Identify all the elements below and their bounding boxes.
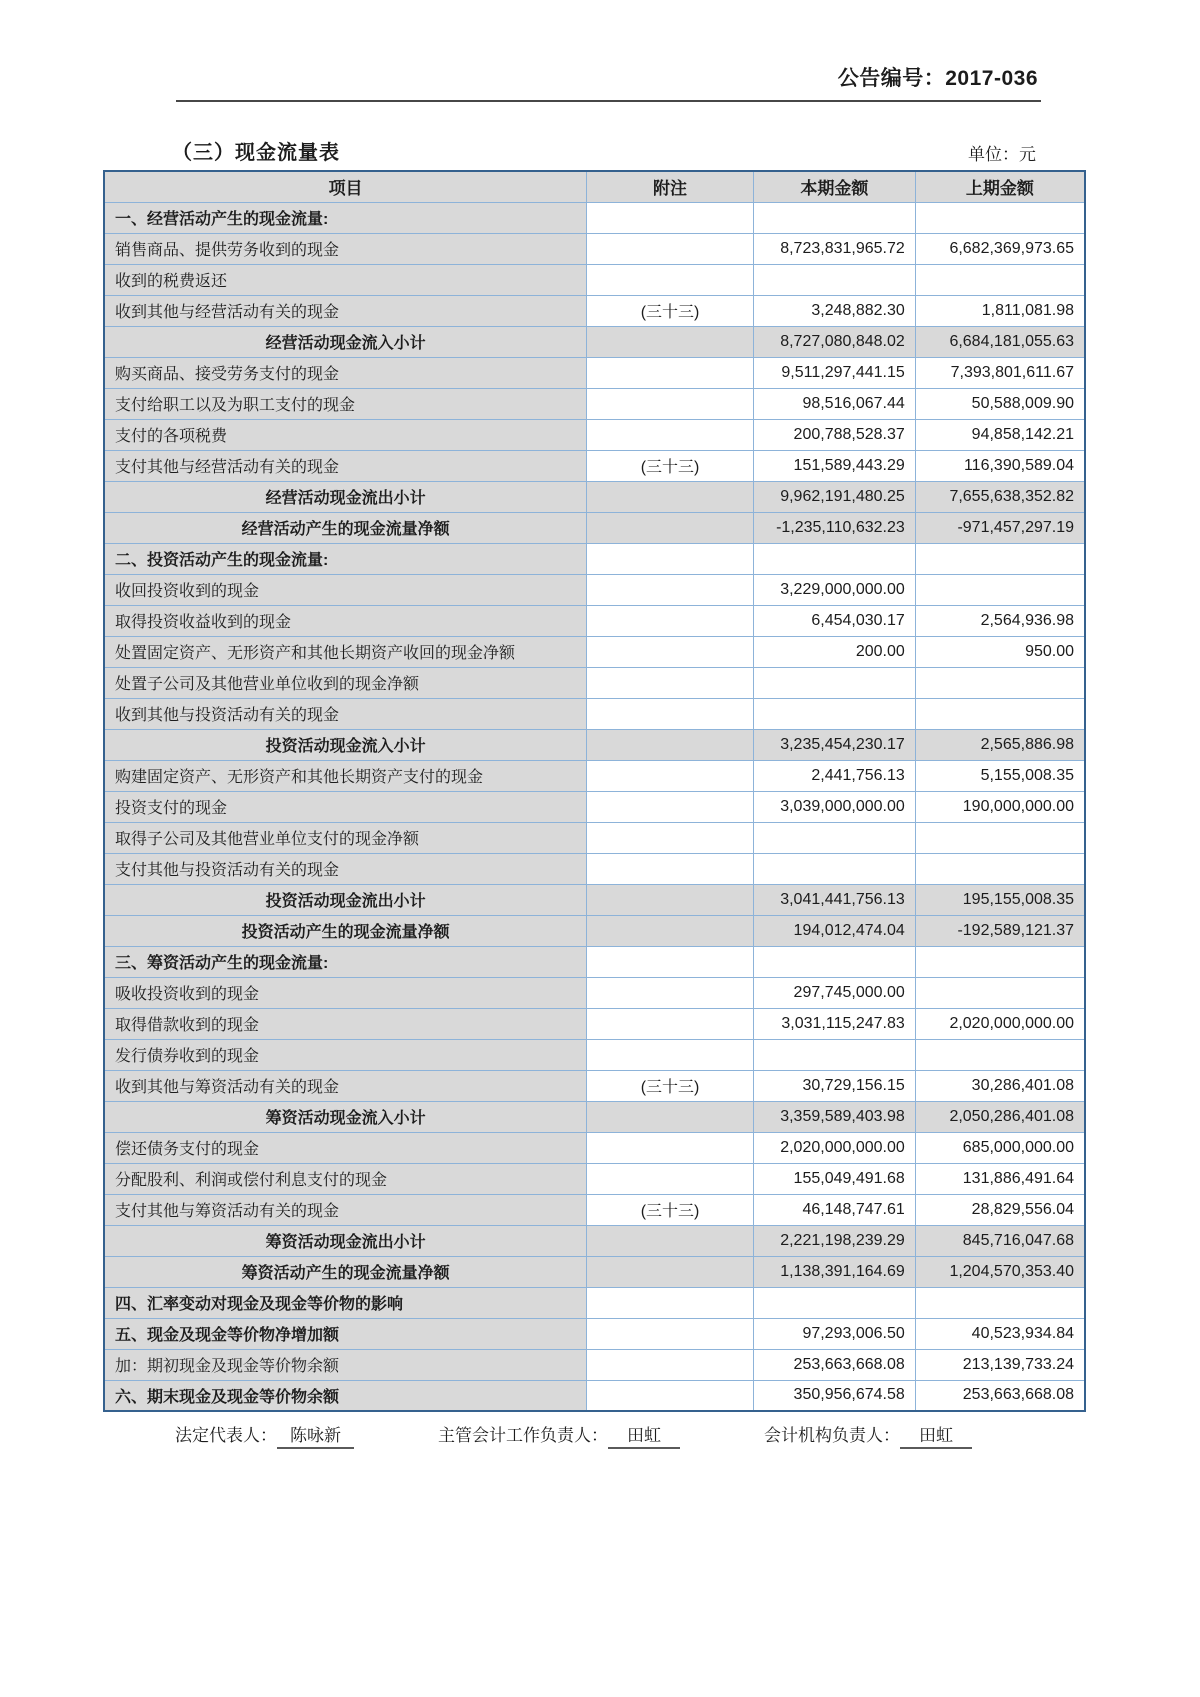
cell-prior: 30,286,401.08 <box>915 1070 1085 1101</box>
cell-label: 一、经营活动产生的现金流量: <box>104 202 587 233</box>
cell-note <box>587 264 754 295</box>
cell-note <box>587 202 754 233</box>
cell-note <box>587 388 754 419</box>
cell-prior: 2,020,000,000.00 <box>915 1008 1085 1039</box>
cell-note <box>587 605 754 636</box>
cell-label: 偿还债务支付的现金 <box>104 1132 587 1163</box>
cell-current: 46,148,747.61 <box>753 1194 915 1225</box>
cell-label: 五、现金及现金等价物净增加额 <box>104 1318 587 1349</box>
cell-prior: 1,811,081.98 <box>915 295 1085 326</box>
table-row <box>104 977 1085 1008</box>
cell-prior: 7,655,638,352.82 <box>915 481 1085 512</box>
column-header-current: 本期金额 <box>753 171 915 202</box>
table-row <box>104 388 1085 419</box>
table-row <box>104 419 1085 450</box>
column-header-prior: 上期金额 <box>915 171 1085 202</box>
cell-current: 3,041,441,756.13 <box>753 884 915 915</box>
cell-label: 收到其他与投资活动有关的现金 <box>104 698 587 729</box>
cell-label: 取得借款收到的现金 <box>104 1008 587 1039</box>
cell-prior <box>915 574 1085 605</box>
cell-prior: -971,457,297.19 <box>915 512 1085 543</box>
cell-prior: 50,588,009.90 <box>915 388 1085 419</box>
cell-label: 取得子公司及其他营业单位支付的现金净额 <box>104 822 587 853</box>
cell-note <box>587 1380 754 1411</box>
cell-prior: 190,000,000.00 <box>915 791 1085 822</box>
cell-label: 购买商品、接受劳务支付的现金 <box>104 357 587 388</box>
cell-label: 二、投资活动产生的现金流量: <box>104 543 587 574</box>
cell-note <box>587 512 754 543</box>
cell-current: 194,012,474.04 <box>753 915 915 946</box>
column-header-note: 附注 <box>587 171 754 202</box>
cell-note <box>587 667 754 698</box>
cell-prior: 845,716,047.68 <box>915 1225 1085 1256</box>
cell-note <box>587 884 754 915</box>
table-row <box>104 915 1085 946</box>
cell-label: 筹资活动现金流入小计 <box>104 1101 587 1132</box>
cell-prior: 6,684,181,055.63 <box>915 326 1085 357</box>
accounting-dept-head-name: 田虹 <box>900 1421 972 1449</box>
table-row <box>104 884 1085 915</box>
cell-note <box>587 481 754 512</box>
cell-current <box>753 946 915 977</box>
cell-prior <box>915 853 1085 884</box>
statement-content <box>103 136 1086 1449</box>
table-row <box>104 1349 1085 1380</box>
cell-label: 三、筹资活动产生的现金流量: <box>104 946 587 977</box>
cell-current: 3,039,000,000.00 <box>753 791 915 822</box>
title-row <box>103 136 1086 165</box>
cell-label: 支付其他与经营活动有关的现金 <box>104 450 587 481</box>
cash-flow-table-body <box>104 202 1085 1411</box>
cell-prior: 1,204,570,353.40 <box>915 1256 1085 1287</box>
cell-prior <box>915 977 1085 1008</box>
cell-current: 297,745,000.00 <box>753 977 915 1008</box>
cell-label: 筹资活动现金流出小计 <box>104 1225 587 1256</box>
cell-prior <box>915 543 1085 574</box>
table-row <box>104 450 1085 481</box>
header-divider <box>176 100 1041 102</box>
table-row <box>104 202 1085 233</box>
cell-label: 经营活动现金流入小计 <box>104 326 587 357</box>
table-row <box>104 1039 1085 1070</box>
cell-note <box>587 357 754 388</box>
table-row <box>104 357 1085 388</box>
cell-label: 收回投资收到的现金 <box>104 574 587 605</box>
cell-current: 151,589,443.29 <box>753 450 915 481</box>
cell-prior: 5,155,008.35 <box>915 760 1085 791</box>
table-row <box>104 760 1085 791</box>
cell-prior: -192,589,121.37 <box>915 915 1085 946</box>
table-row <box>104 667 1085 698</box>
cell-note <box>587 760 754 791</box>
cell-current <box>753 264 915 295</box>
table-row <box>104 295 1085 326</box>
cell-note <box>587 1101 754 1132</box>
cell-current: 3,248,882.30 <box>753 295 915 326</box>
cell-label: 支付给职工以及为职工支付的现金 <box>104 388 587 419</box>
cell-prior: 28,829,556.04 <box>915 1194 1085 1225</box>
page-title: （三）现金流量表 <box>172 142 340 164</box>
cell-prior: 685,000,000.00 <box>915 1132 1085 1163</box>
cell-current: 1,138,391,164.69 <box>753 1256 915 1287</box>
cell-prior: 116,390,589.04 <box>915 450 1085 481</box>
table-row <box>104 1287 1085 1318</box>
cell-current: 9,511,297,441.15 <box>753 357 915 388</box>
cell-prior: 94,858,142.21 <box>915 419 1085 450</box>
cell-note: (三十三) <box>587 1194 754 1225</box>
cell-note <box>587 636 754 667</box>
table-row <box>104 1101 1085 1132</box>
cell-prior: 131,886,491.64 <box>915 1163 1085 1194</box>
cell-label: 投资活动产生的现金流量净额 <box>104 915 587 946</box>
cell-note <box>587 419 754 450</box>
cell-note <box>587 1039 754 1070</box>
cell-label: 吸收投资收到的现金 <box>104 977 587 1008</box>
accounting-dept-head-label: 会计机构负责人： <box>764 1426 900 1445</box>
cell-prior <box>915 202 1085 233</box>
cell-prior: 253,663,668.08 <box>915 1380 1085 1411</box>
cell-current <box>753 853 915 884</box>
cell-prior <box>915 1039 1085 1070</box>
cell-label: 收到其他与经营活动有关的现金 <box>104 295 587 326</box>
cell-current <box>753 1039 915 1070</box>
cell-label: 购建固定资产、无形资产和其他长期资产支付的现金 <box>104 760 587 791</box>
cell-note <box>587 326 754 357</box>
cell-prior <box>915 1287 1085 1318</box>
cell-note <box>587 791 754 822</box>
cell-prior <box>915 667 1085 698</box>
legal-representative <box>175 1421 354 1449</box>
unit-label: 单位：元 <box>968 145 1036 164</box>
cell-current: 2,441,756.13 <box>753 760 915 791</box>
cell-note <box>587 543 754 574</box>
table-row <box>104 729 1085 760</box>
cell-label: 销售商品、提供劳务收到的现金 <box>104 233 587 264</box>
cell-current: 253,663,668.08 <box>753 1349 915 1380</box>
signature-row <box>103 1421 1086 1449</box>
cell-label: 分配股利、利润或偿付利息支付的现金 <box>104 1163 587 1194</box>
cell-current <box>753 543 915 574</box>
cell-label: 经营活动现金流出小计 <box>104 481 587 512</box>
table-row <box>104 946 1085 977</box>
cell-label: 四、汇率变动对现金及现金等价物的影响 <box>104 1287 587 1318</box>
cell-note <box>587 1163 754 1194</box>
cell-note <box>587 1132 754 1163</box>
cell-label: 投资支付的现金 <box>104 791 587 822</box>
cell-current: 200,788,528.37 <box>753 419 915 450</box>
cell-note <box>587 698 754 729</box>
cell-current: 3,235,454,230.17 <box>753 729 915 760</box>
table-row <box>104 1008 1085 1039</box>
cell-current: 98,516,067.44 <box>753 388 915 419</box>
cell-note <box>587 729 754 760</box>
cell-current: 155,049,491.68 <box>753 1163 915 1194</box>
table-row <box>104 636 1085 667</box>
cell-current: 30,729,156.15 <box>753 1070 915 1101</box>
cell-current: 3,229,000,000.00 <box>753 574 915 605</box>
cell-prior: 40,523,934.84 <box>915 1318 1085 1349</box>
table-row <box>104 481 1085 512</box>
cell-current: 9,962,191,480.25 <box>753 481 915 512</box>
cell-note <box>587 1256 754 1287</box>
cell-label: 六、期末现金及现金等价物余额 <box>104 1380 587 1411</box>
table-row <box>104 512 1085 543</box>
table-row <box>104 698 1085 729</box>
cell-prior <box>915 264 1085 295</box>
cell-label: 收到其他与筹资活动有关的现金 <box>104 1070 587 1101</box>
table-row <box>104 233 1085 264</box>
cell-current: 2,221,198,239.29 <box>753 1225 915 1256</box>
cell-note <box>587 853 754 884</box>
cell-label: 筹资活动产生的现金流量净额 <box>104 1256 587 1287</box>
table-row <box>104 326 1085 357</box>
cell-note <box>587 574 754 605</box>
cell-current <box>753 1287 915 1318</box>
cell-current: 3,031,115,247.83 <box>753 1008 915 1039</box>
cell-note: (三十三) <box>587 450 754 481</box>
cell-note <box>587 1349 754 1380</box>
cell-prior: 2,565,886.98 <box>915 729 1085 760</box>
cell-current: 350,956,674.58 <box>753 1380 915 1411</box>
cell-current: 8,723,831,965.72 <box>753 233 915 264</box>
cell-prior: 195,155,008.35 <box>915 884 1085 915</box>
cell-note <box>587 822 754 853</box>
cell-note <box>587 1225 754 1256</box>
cell-label: 取得投资收益收到的现金 <box>104 605 587 636</box>
cell-prior: 2,050,286,401.08 <box>915 1101 1085 1132</box>
cell-current: 200.00 <box>753 636 915 667</box>
cell-current: 8,727,080,848.02 <box>753 326 915 357</box>
cell-label: 投资活动现金流入小计 <box>104 729 587 760</box>
cell-current: -1,235,110,632.23 <box>753 512 915 543</box>
cell-label: 投资活动现金流出小计 <box>104 884 587 915</box>
cell-note <box>587 233 754 264</box>
table-row <box>104 1380 1085 1411</box>
cell-prior: 950.00 <box>915 636 1085 667</box>
cell-note: (三十三) <box>587 295 754 326</box>
accounting-dept-head <box>764 1421 972 1449</box>
table-row <box>104 822 1085 853</box>
cell-current <box>753 202 915 233</box>
cell-label: 支付其他与筹资活动有关的现金 <box>104 1194 587 1225</box>
cell-prior <box>915 946 1085 977</box>
cell-label: 处置子公司及其他营业单位收到的现金净额 <box>104 667 587 698</box>
column-header-item: 项目 <box>104 171 587 202</box>
table-row <box>104 1163 1085 1194</box>
chief-accountant-label: 主管会计工作负责人： <box>438 1426 608 1445</box>
table-row <box>104 791 1085 822</box>
table-row <box>104 1318 1085 1349</box>
cell-label: 经营活动产生的现金流量净额 <box>104 512 587 543</box>
cell-label: 处置固定资产、无形资产和其他长期资产收回的现金净额 <box>104 636 587 667</box>
table-row <box>104 605 1085 636</box>
cell-note <box>587 1008 754 1039</box>
table-row <box>104 1132 1085 1163</box>
cash-flow-table <box>103 170 1086 1412</box>
cell-label: 发行债券收到的现金 <box>104 1039 587 1070</box>
cell-prior <box>915 698 1085 729</box>
cell-note <box>587 1318 754 1349</box>
cell-prior <box>915 822 1085 853</box>
cell-label: 收到的税费返还 <box>104 264 587 295</box>
cell-note <box>587 946 754 977</box>
cell-note <box>587 915 754 946</box>
cell-note: (三十三) <box>587 1070 754 1101</box>
table-header-row <box>104 171 1085 202</box>
cell-current: 3,359,589,403.98 <box>753 1101 915 1132</box>
cell-label: 支付的各项税费 <box>104 419 587 450</box>
cell-current: 97,293,006.50 <box>753 1318 915 1349</box>
cell-prior: 2,564,936.98 <box>915 605 1085 636</box>
cell-prior: 6,682,369,973.65 <box>915 233 1085 264</box>
chief-accountant-name: 田虹 <box>608 1421 680 1449</box>
table-row <box>104 1225 1085 1256</box>
table-row <box>104 853 1085 884</box>
table-row <box>104 1194 1085 1225</box>
table-row <box>104 574 1085 605</box>
cell-current: 6,454,030.17 <box>753 605 915 636</box>
cell-note <box>587 1287 754 1318</box>
announcement-number: 公告编号：2017-036 <box>837 67 1038 90</box>
table-row <box>104 543 1085 574</box>
cell-label: 支付其他与投资活动有关的现金 <box>104 853 587 884</box>
cell-prior: 7,393,801,611.67 <box>915 357 1085 388</box>
table-row <box>104 264 1085 295</box>
cell-current <box>753 667 915 698</box>
legal-representative-label: 法定代表人： <box>175 1426 277 1445</box>
table-row <box>104 1256 1085 1287</box>
cell-current <box>753 822 915 853</box>
cell-label: 加：期初现金及现金等价物余额 <box>104 1349 587 1380</box>
cell-note <box>587 977 754 1008</box>
chief-accountant <box>438 1421 680 1449</box>
cell-prior: 213,139,733.24 <box>915 1349 1085 1380</box>
cell-current <box>753 698 915 729</box>
legal-representative-name: 陈咏新 <box>277 1421 354 1449</box>
cell-current: 2,020,000,000.00 <box>753 1132 915 1163</box>
table-row <box>104 1070 1085 1101</box>
